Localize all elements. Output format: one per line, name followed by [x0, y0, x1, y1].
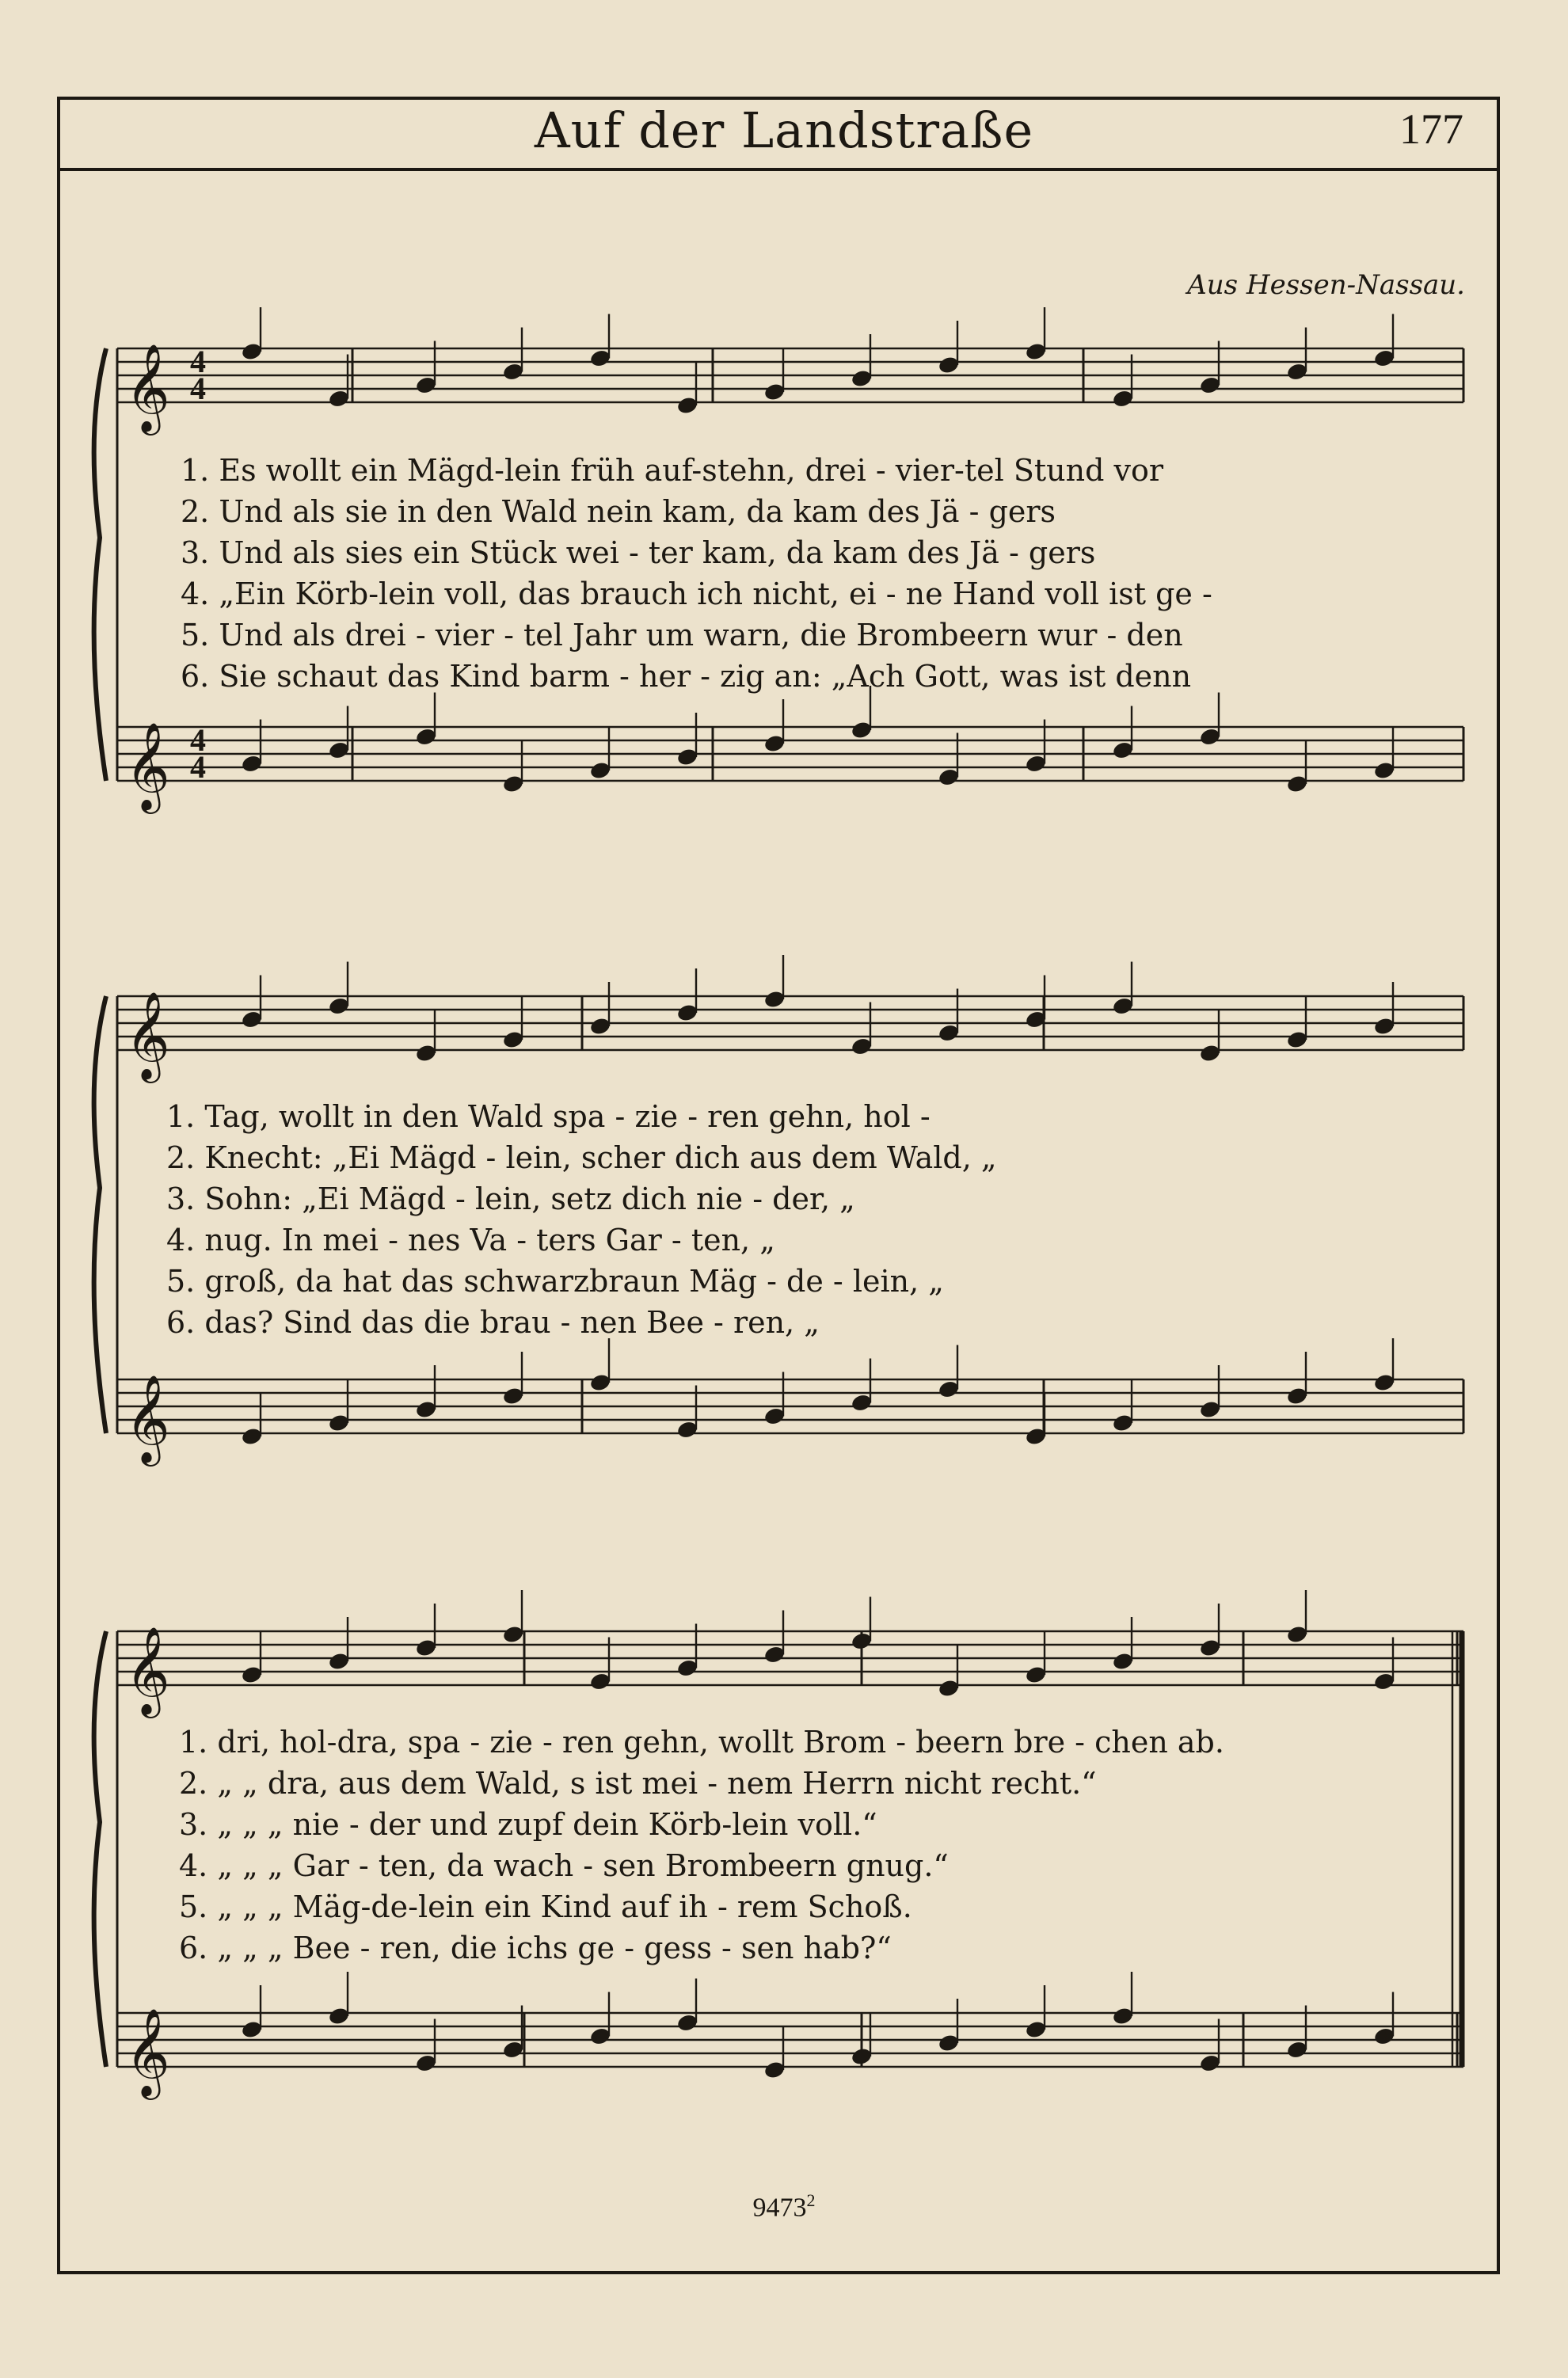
lyric-line: 1. Tag, wollt in den Wald spa - zie - ren gehn, hol - — [166, 1099, 931, 1134]
system-brace — [94, 1631, 106, 2067]
treble-clef-icon: 𝄞 — [125, 1374, 170, 1463]
lyric-line: 3. Sohn: „Ei Mägd - lein, setz dich nie - der, „ — [166, 1181, 855, 1216]
treble-clef-icon: 𝄞 — [125, 721, 170, 810]
time-signature: 4 — [190, 344, 206, 379]
lyric-line: 2. Und als sie in den Wald nein kam, da kam des Jä - gers — [181, 494, 1056, 529]
lyric-line: 5. „ „ „ Mäg-de-lein ein Kind auf ih - rem Schoß. — [179, 1889, 912, 1924]
lyric-line: 3. „ „ „ nie - der und zupf dein Körb-lein voll.“ — [179, 1807, 877, 1842]
lyric-line: 5. groß, da hat das schwarzbraun Mäg - de - lein, „ — [166, 1264, 944, 1299]
lyric-line: 4. nug. In mei - nes Va - ters Gar - ten, „ — [166, 1223, 775, 1257]
time-signature: 4 — [190, 722, 206, 758]
song-title: Auf der Landstraße — [534, 101, 1034, 159]
lyric-line: 6. Sie schaut das Kind barm - her - zig an: „Ach Gott, was ist denn — [181, 659, 1192, 694]
treble-clef-icon: 𝄞 — [125, 343, 170, 432]
page-number: 177 — [1399, 105, 1463, 153]
lyric-line: 4. „ „ „ Gar - ten, da wach - sen Brombeern gnug.“ — [179, 1848, 949, 1883]
system-brace — [94, 996, 106, 1433]
lyric-line: 6. das? Sind das die brau - nen Bee - ren, „ — [166, 1305, 820, 1340]
lyric-line: 6. „ „ „ Bee - ren, die ichs ge - gess - sen hab?“ — [179, 1931, 892, 1965]
time-signature: 4 — [190, 371, 206, 406]
time-signature: 4 — [190, 749, 206, 785]
song-source: Aus Hessen-Nassau. — [1187, 269, 1465, 301]
lyric-line: 2. „ „ dra, aus dem Wald, s ist mei - nem Herrn nicht recht.“ — [179, 1766, 1097, 1801]
lyric-line: 3. Und als sies ein Stück wei - ter kam, da kam des Jä - gers — [181, 535, 1096, 570]
treble-clef-icon: 𝄞 — [125, 1626, 170, 1714]
lyric-line: 1. Es wollt ein Mägd-lein früh auf-stehn, drei - vier-tel Stund vor — [181, 453, 1164, 488]
system-brace — [94, 348, 106, 781]
lyric-line: 2. Knecht: „Ei Mägd - lein, scher dich aus dem Wald, „ — [166, 1140, 997, 1175]
plate-number: 9473$^2$ — [752, 2190, 816, 2223]
lyric-line: 1. dri, hol-dra, spa - zie - ren gehn, wollt Brom - beern bre - chen ab. — [179, 1725, 1224, 1760]
treble-clef-icon: 𝄞 — [125, 991, 170, 1079]
treble-clef-icon: 𝄞 — [125, 2007, 170, 2096]
lyric-line: 5. Und als drei - vier - tel Jahr um warn, die Brombeern wur - den — [181, 618, 1183, 653]
lyric-line: 4. „Ein Körb-lein voll, das brauch ich nicht, ei - ne Hand voll ist ge - — [181, 576, 1212, 611]
